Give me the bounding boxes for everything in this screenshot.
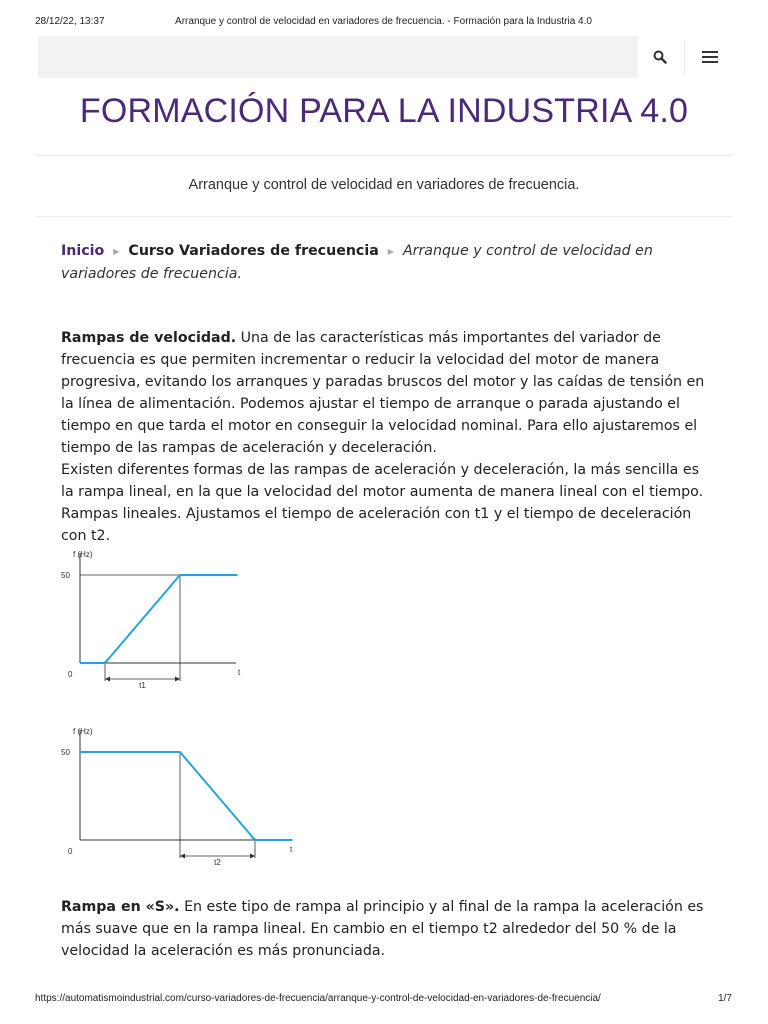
y-axis-label: f (Hz) bbox=[73, 727, 93, 736]
paragraph-text: En este tipo de rampa al principio y al final de la rampa la aceleración es más suave que en la rampa lineal. En cambio en el tiempo t2 alrededor del 50 % de la velocidad la aceleración es más pronunciada. bbox=[61, 899, 704, 959]
search-button[interactable] bbox=[638, 36, 682, 78]
breadcrumb-separator-icon: ▶ bbox=[113, 247, 120, 256]
print-datetime: 28/12/22, 13:37 bbox=[35, 16, 105, 27]
print-footer bbox=[35, 993, 732, 1007]
interval-arrowhead bbox=[175, 677, 180, 682]
paragraph-text: Una de las características más importantes del variador de frecuencia es que permiten incrementar o reducir la velocidad del motor de manera progresiva, evitando los arranques y paradas bruscos del motor y las caídas de tensión en la línea de alimentación. Podemos ajustar el tiempo de arranque o parada ajustando el tiempo en que tarda el motor en conseguir la velocidad nominal. Para ello ajustaremos el tiempo de las rampas de aceleración y deceleración. bbox=[61, 330, 705, 456]
site-title[interactable]: FORMACIÓN PARA LA INDUSTRIA 4.0 bbox=[79, 92, 689, 130]
interval-label: t1 bbox=[139, 681, 146, 690]
x-axis-label: t bbox=[238, 668, 241, 677]
hamburger-menu-icon bbox=[701, 50, 719, 64]
print-header bbox=[35, 16, 732, 30]
paragraph-s-ramp bbox=[61, 896, 713, 962]
paragraph-ramp-types: Existen diferentes formas de las rampas de aceleración y deceleración, la más sencilla es la rampa lineal, en la que la velocidad del motor aumenta de manera lineal con el tiempo. bbox=[61, 462, 704, 500]
x-axis-label: t bbox=[290, 845, 293, 854]
acceleration-ramp-chart bbox=[58, 545, 258, 695]
breadcrumb bbox=[61, 240, 711, 285]
search-icon bbox=[653, 50, 667, 64]
y-tick-label: 0 bbox=[68, 670, 73, 679]
deceleration-ramp-chart bbox=[58, 722, 308, 872]
paragraph-linear-ramps: Rampas lineales. Ajustamos el tiempo de aceleración con t1 y el tiempo de deceleración con t2. bbox=[61, 506, 692, 544]
header-divider bbox=[36, 155, 732, 156]
ramp-series-line bbox=[80, 752, 293, 840]
print-page-number: 1/7 bbox=[718, 993, 732, 1004]
y-tick-label: 50 bbox=[61, 748, 70, 757]
interval-label: t2 bbox=[214, 858, 221, 867]
paragraph-heading: Rampas de velocidad. bbox=[61, 330, 237, 346]
y-tick-label: 0 bbox=[68, 847, 73, 856]
interval-arrowhead bbox=[105, 677, 110, 682]
breadcrumb-home-link[interactable]: Inicio bbox=[61, 243, 105, 259]
toolbar-divider bbox=[684, 40, 685, 74]
tagline-divider bbox=[36, 216, 732, 217]
interval-arrowhead bbox=[250, 854, 255, 859]
breadcrumb-separator-icon: ▶ bbox=[387, 247, 394, 256]
menu-button[interactable] bbox=[690, 36, 730, 78]
y-tick-label: 50 bbox=[61, 571, 70, 580]
article-body bbox=[61, 327, 713, 547]
site-tagline: Arranque y control de velocidad en variadores de frecuencia. bbox=[188, 177, 580, 193]
top-bar bbox=[38, 36, 738, 78]
paragraph-speed-ramps bbox=[61, 327, 713, 459]
article-body-continued bbox=[61, 896, 713, 962]
y-axis-label: f (Hz) bbox=[73, 550, 93, 559]
ramp-series-line bbox=[80, 575, 238, 663]
paragraph-heading: Rampa en «S». bbox=[61, 899, 180, 915]
print-document-title: Arranque y control de velocidad en variadores de frecuencia. - Formación para la Industria 4.0 bbox=[175, 16, 592, 27]
breadcrumb-current: Arranque y control de velocidad en variadores de frecuencia. bbox=[61, 243, 653, 282]
print-url: https://automatismoindustrial.com/curso-variadores-de-frecuencia/arranque-y-control-de-velocidad-en-variadores-de-frecuencia/ bbox=[35, 993, 601, 1004]
interval-arrowhead bbox=[180, 854, 185, 859]
search-bar-area[interactable] bbox=[38, 36, 638, 78]
breadcrumb-category-link[interactable]: Curso Variadores de frecuencia bbox=[128, 243, 379, 259]
